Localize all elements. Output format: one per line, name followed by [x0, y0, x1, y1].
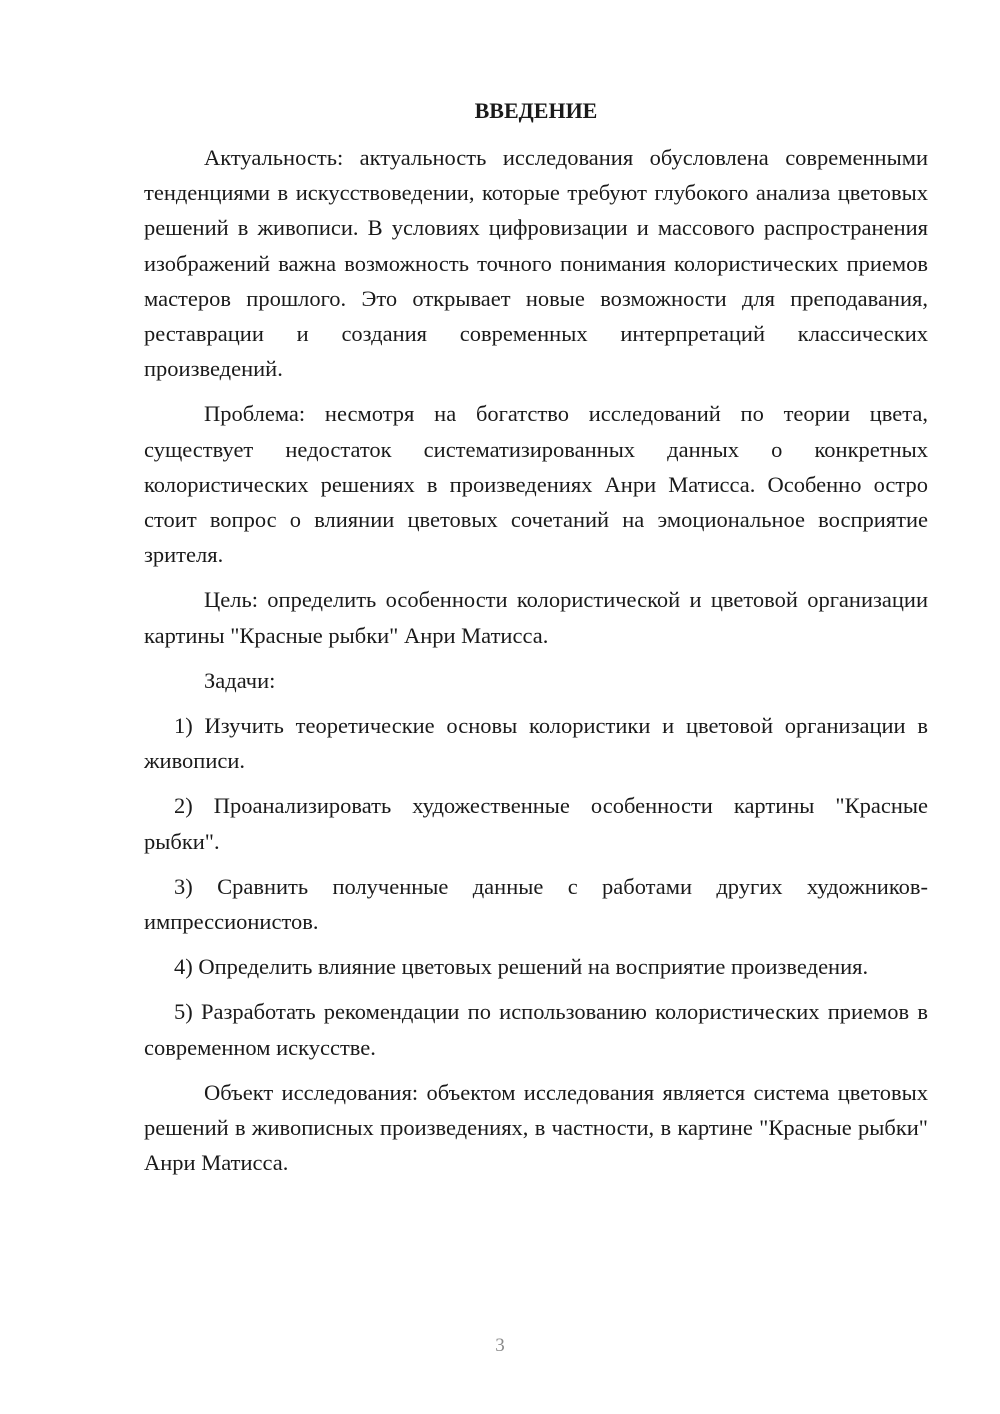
section-title: ВВЕДЕНИЕ	[474, 98, 598, 123]
relevance-paragraph: Актуальность: актуальность исследования обусловлена современными тенденциями в искусствоведении, которые требуют глубокого анализа цветовых решений в живописи. В условиях цифровизации и массового распространения изображений важна возможность точного понимания колористических приемов мастеров прошлого. Это открывает новые возможности для преподавания, реставрации и создания современных интерпретаций классических произведений.	[144, 145, 928, 382]
task-item: 1) Изучить теоретические основы колористики и цветовой организации в живописи.	[144, 713, 928, 774]
tasks-list	[144, 708, 928, 1065]
task-item: 4) Определить влияние цветовых решений на восприятие произведения.	[174, 954, 869, 980]
document-body	[144, 97, 928, 1190]
task-item: 2) Проанализировать художественные особенности картины "Красные рыбки".	[144, 793, 928, 854]
task-item: 5) Разработать рекомендации по использованию колористических приемов в современном искусстве.	[144, 999, 928, 1060]
tasks-heading: Задачи:	[204, 667, 276, 693]
task-item: 3) Сравнить полученные данные с работами других художников-импрессионистов.	[144, 873, 928, 935]
page-number: 3	[495, 1335, 505, 1356]
problem-paragraph: Проблема: несмотря на богатство исследований по теории цвета, существует недостаток систематизированных данных о конкретных колористических решениях в произведениях Анри Матисса. Особенно остро стоит вопрос о влиянии цветовых сочетаний на эмоциональное восприятие зрителя.	[144, 401, 928, 568]
goal-paragraph: Цель: определить особенности колористической и цветовой организации картины "Красные рыбки" Анри Матисса.	[144, 587, 928, 648]
object-paragraph: Объект исследования: объектом исследования является система цветовых решений в живописных произведениях, в частности, в картине "Красные рыбки" Анри Матисса.	[144, 1079, 928, 1176]
